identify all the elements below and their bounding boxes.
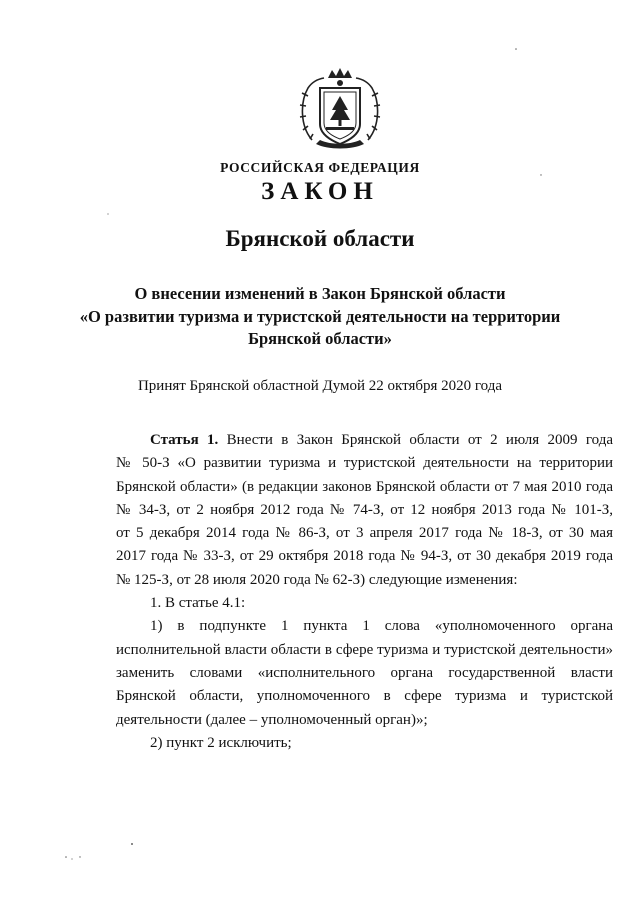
coat-of-arms-emblem	[298, 66, 382, 152]
adoption-note: Принят Брянской областной Думой 22 октября 2020 года	[137, 378, 503, 394]
article-text-line: от 5 декабря 2014 года № 86-З, от 3 апреля 2017 года № 18-З, от 30 мая	[116, 525, 613, 542]
item-1-1-line: исполнительной власти области в сфере туризма и туристской деятельности»	[116, 641, 613, 658]
item-1-1-line: заменить словами «исполнительного органа государственной власти	[116, 664, 613, 681]
subject-line-3: Брянской области»	[248, 329, 392, 348]
item-1-1-line: 1) в подпункте 1 пункта 1 слова «уполномоченного органа	[150, 618, 613, 635]
subject-line-2: «О развитии туризма и туристской деятельности на территории	[79, 307, 561, 326]
item-1: 1. В статье 4.1:	[150, 595, 246, 612]
law-body	[116, 429, 613, 755]
article-text-line: № 50-З «О развитии туризма и туристской деятельности на территории	[116, 455, 613, 472]
item-1-1-line: Брянской области, уполномоченного в сфере туризма и туристской	[116, 688, 613, 705]
subject-line-1: О внесении изменений в Закон Брянской области	[134, 284, 506, 303]
article-text-line: 2017 года № 33-З, от 29 октября 2018 года № 94-З, от 30 декабря 2019 года	[116, 548, 613, 565]
article-text-line: Внести в Закон Брянской области от 2 июля 2009 года	[226, 432, 613, 448]
country-heading: РОССИЙСКАЯ ФЕДЕРАЦИЯ	[220, 160, 420, 175]
article-text-line: № 34-З, от 2 ноября 2012 года № 74-З, от 12 ноября 2013 года № 101-З,	[116, 501, 613, 518]
article-label: Статья 1.	[150, 432, 219, 448]
region-heading: Брянской области	[225, 226, 415, 251]
item-1-2: 2) пункт 2 исключить;	[150, 734, 292, 751]
article-text-line: № 125-З, от 28 июля 2020 года № 62-З) следующие изменения:	[116, 571, 518, 588]
article-text-line: Брянской области» (в редакции законов Брянской области от 7 мая 2010 года	[116, 478, 613, 495]
item-1-1-line: деятельности (далее – уполномоченный орган)»;	[116, 711, 428, 728]
document-type-heading: ЗАКОН	[261, 178, 379, 205]
article-1-first-line	[116, 429, 613, 452]
